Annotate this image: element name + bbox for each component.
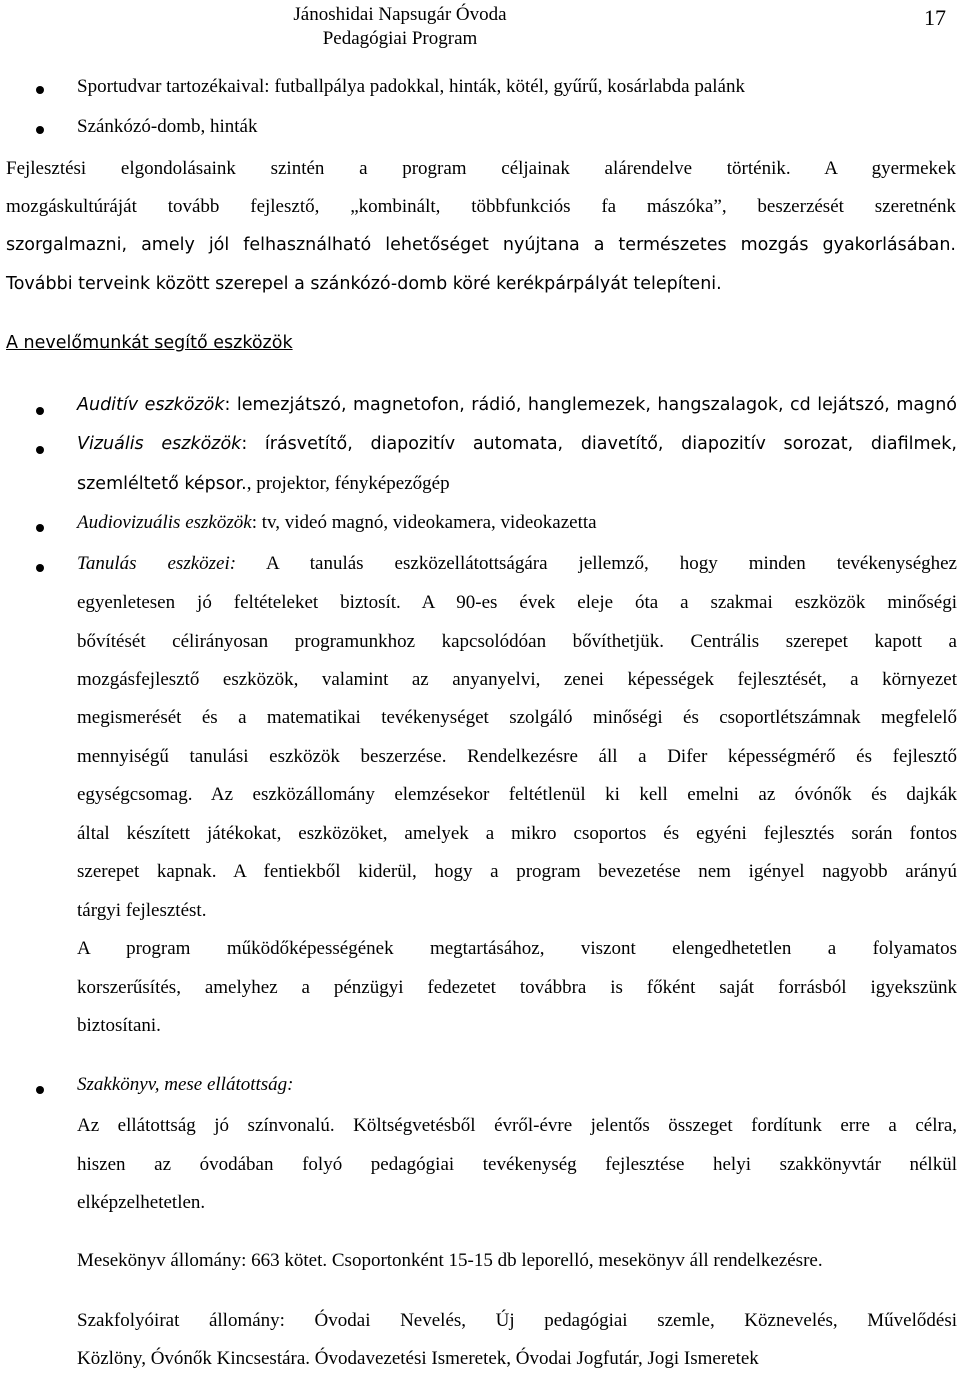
item-label: Vizuális eszközök xyxy=(77,434,242,454)
item-text: : lemezjátszó, magnetofon, rádió, hanglemezek, hangszalagok, cd lejátszó, magnó xyxy=(224,395,957,415)
paragraph-line: egységcsomag. Az eszközállomány elemzésekor feltétlenül ki kell emelni az óvónők és dajkák xyxy=(77,784,957,805)
item-text: szemléltető képsor. xyxy=(77,474,247,494)
bullet-icon xyxy=(36,407,44,415)
paragraph-line: tárgyi fejlesztést. xyxy=(77,900,207,921)
paragraph-line: elképzelhetetlen. xyxy=(77,1192,206,1213)
bullet-icon xyxy=(36,1086,44,1094)
page-header xyxy=(0,3,800,51)
bullet-icon xyxy=(36,564,44,572)
item-label: Tanulás eszközei: xyxy=(77,553,237,574)
paragraph-line: Közlöny, Óvónők Kincsestára. Óvodavezetési Ismeretek, Óvodai Jogfutár, Jogi Ismeretek xyxy=(77,1348,759,1369)
list-item-vizualis xyxy=(77,434,957,454)
paragraph-line: hiszen az óvodában folyó pedagógiai tevékenység fejlesztése helyi szakkönyvtár nélkül xyxy=(77,1154,957,1175)
bullet-icon xyxy=(36,126,44,134)
page-number: 17 xyxy=(924,5,946,30)
paragraph-line: mennyiségű tanulási eszközök beszerzése. Rendelkezésre áll a Difer képességmérő és fejlesztő xyxy=(77,746,957,767)
paragraph-line: biztosítani. xyxy=(77,1015,161,1036)
paragraph-line: Szakfolyóirat állomány: Óvodai Nevelés, Új pedagógiai szemle, Köznevelés, Művelődési xyxy=(77,1310,957,1331)
item-text: A tanulás eszközellátottságára jellemző, hogy minden tevékenységhez xyxy=(236,553,957,574)
paragraph-line: által készített játékokat, eszközöket, amelyek a mikro csoportos és egyéni fejlesztés során fontos xyxy=(77,823,957,844)
list-item-continuation xyxy=(77,473,957,495)
paragraph-line: Mesekönyv állomány: 663 kötet. Csoportonként 15-15 db leporelló, mesekönyv áll rendelkezésre. xyxy=(77,1250,823,1271)
item-text: : írásvetítő, diapozitív automata, diavetítő, diapozitív sorozat, diafilmek, xyxy=(241,434,957,454)
item-text: : tv, videó magnó, videokamera, videokazetta xyxy=(251,512,597,533)
paragraph-line: megismerését és a matematikai tevékenységet szolgáló minőségi és csoportlétszámnak megfelelő xyxy=(77,707,957,728)
list-item-tanulas xyxy=(77,553,957,575)
bullet-icon xyxy=(36,446,44,454)
paragraph-line: korszerűsítés, amelyhez a pénzügyi fedezetet továbbra is főként saját forrásból igyekszünk xyxy=(77,977,957,998)
list-item: Szánkózó-domb, hinták xyxy=(77,116,258,137)
paragraph-line: A program működőképességének megtartásához, viszont elengedhetetlen a folyamatos xyxy=(77,938,957,959)
paragraph-line: mozgáskultúráját tovább fejlesztő, „kombinált, többfunkciós fa mászóka”, beszerzését szeretnénk xyxy=(6,196,956,217)
item-label: Auditív eszközök xyxy=(77,395,225,415)
list-item-szakkonyv-label: Szakkönyv, mese ellátottság: xyxy=(77,1074,294,1095)
paragraph-line: egyenletesen jó feltételeket biztosít. A 90-es évek eleje óta a szakmai eszközök minőségi xyxy=(77,592,957,613)
paragraph-line: szerepet kapnak. A fentiekből kiderül, hogy a program bevezetése nem igényel nagyobb arányú xyxy=(77,861,957,882)
section-title: A nevelőmunkát segítő eszközök xyxy=(6,333,293,353)
item-text: , projektor, fényképezőgép xyxy=(246,473,450,494)
list-item-auditiv xyxy=(77,395,957,415)
list-item-audiovizualis xyxy=(77,512,957,534)
item-label: Audiovizuális eszközök xyxy=(77,512,252,533)
bullet-icon xyxy=(36,524,44,532)
header-institution: Jánoshidai Napsugár Óvoda xyxy=(293,4,507,25)
paragraph-line: mozgásfejlesztő eszközök, valamint az anyanyelvi, zenei képességek fejlesztését, a környezet xyxy=(77,669,957,690)
paragraph-line: Az ellátottság jó színvonalú. Költségvetésből évről-évre jelentős összeget fordítunk erre a célra, xyxy=(77,1115,957,1136)
paragraph-line: szorgalmazni, amely jól felhasználható lehetőséget nyújtana a természetes mozgás gyakorlásában. xyxy=(6,235,956,255)
bullet-icon xyxy=(36,86,44,94)
paragraph-line: További terveink között szerepel a szánkózó-domb köré kerékpárpályát telepíteni. xyxy=(6,274,722,294)
paragraph-line: Fejlesztési elgondolásaink szintén a program céljainak alárendelve történik. A gyermekek xyxy=(6,158,956,179)
list-item: Sportudvar tartozékaival: futballpálya padokkal, hinták, kötél, gyűrű, kosárlabda palánk xyxy=(77,76,745,97)
paragraph-line: bővítését célirányosan programunkhoz kapcsolódóan bővíthetjük. Centrális szerepet kapott a xyxy=(77,631,957,652)
header-document-title: Pedagógiai Program xyxy=(322,28,478,49)
